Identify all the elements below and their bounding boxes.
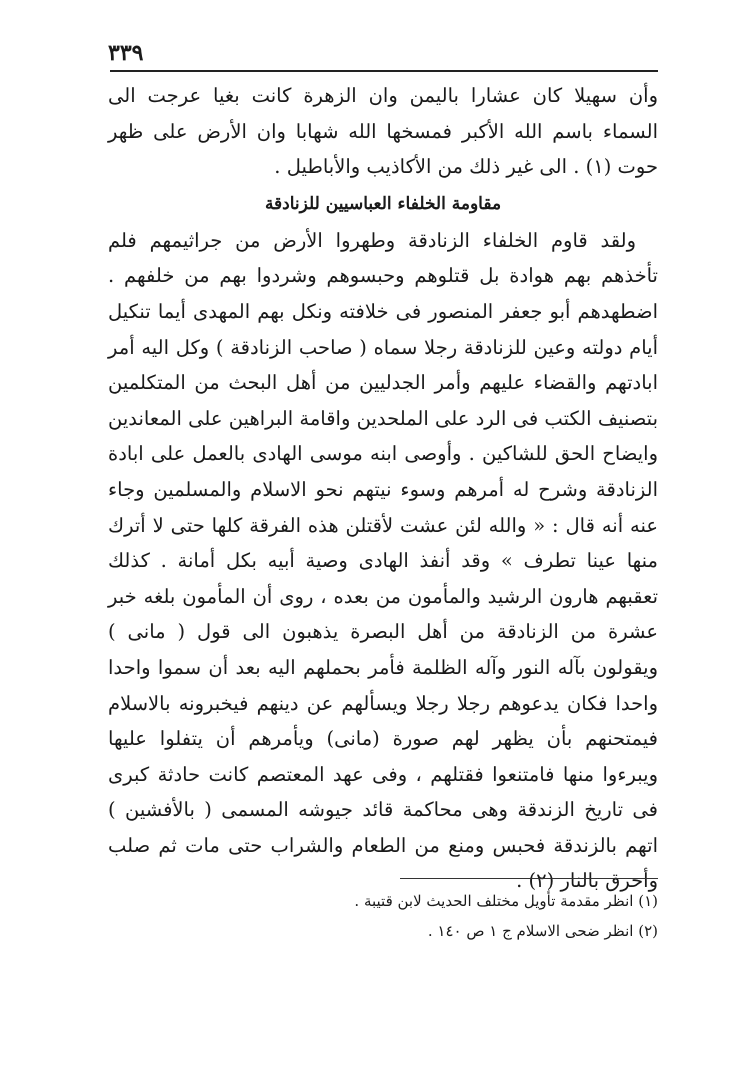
section-heading: مقاومة الخلفاء العباسيين للزنادقة bbox=[264, 193, 502, 214]
footnote-2: (٢) انظر ضحى الاسلام ج ١ ص ١٤٠ . bbox=[427, 922, 658, 940]
body-text bbox=[108, 78, 658, 899]
footnote-1: (١) انظر مقدمة تأويل مختلف الحديث لابن قتيبة . bbox=[354, 892, 658, 910]
footnote-rule bbox=[400, 878, 658, 879]
footnotes bbox=[108, 886, 658, 946]
page-number: ٣٣٩ bbox=[108, 40, 144, 66]
paragraph-continued: وأن سهيلا كان عشارا باليمن وان الزهرة كانت بغيا عرجت الى السماء باسم الله الأكبر فمسخها الله شهابا وان الأرض على ظهر حوت (١) . الى غير ذلك من الأكاذيب والأباطيل . bbox=[108, 84, 658, 179]
header-rule bbox=[110, 70, 658, 72]
paragraph-main: ولقد قاوم الخلفاء الزنادقة وطهروا الأرض من جراثيمهم فلم تأخذهم بهم هوادة بل قتلوهم وحبسوهم وشردوا بهم من خلفهم . اضطهدهم أبو جعفر المنصور فى خلافته ونكل بهم المهدى أيما تنكيل أيام دولته وعين للزنادقة رجلا سماه ( صاحب الزنادقة ) وكل اليه أمر ابادتهم والقضاء عليهم وأمر الجدليين من أهل البحث من المتكلمين بتصنيف الكتب فى الرد على الملحدين واقامة البراهين على المعاندين وايضاح الحق للشاكين . وأوصى ابنه موسى الهادى بالعمل على ابادة الزنادقة وشرح له أمرهم وسوء نيتهم نحو الاسلام والمسلمين وجاء عنه أنه قال : « والله لئن عشت لأقتلن هذه الفرقة كلها حتى لا أترك منها عينا تطرف » وقد أنفذ الهادى وصية أبيه بكل أمانة . كذلك تعقبهم هارون الرشيد والمأمون من بعده ، روى أن المأمون بلغه خبر عشرة من الزنادقة من أهل البصرة يذهبون الى قول ( مانى ) ويقولون بآله النور وآله الظلمة فأمر بحملهم اليه بعد أن سموا واحدا واحدا فكان يدعوهم رجلا رجلا ويسألهم عن دينهم فيخبرونه بالاسلام فيمتحنهم بأن يظهر لهم صورة (مانى) ويأمرهم أن يتفلوا عليها ويبرءوا منها فامتنعوا فقتلهم ، وفى عهد المعتصم كانت حادثة كبرى فى تاريخ الزندقة وهى محاكمة قائد جيوشه المسمى ( بالأفشين ) اتهم بالزندقة فحبس ومنع من الطعام والشراب حتى مات ثم صلب وأحرق بالنار (٢) . bbox=[108, 228, 658, 893]
